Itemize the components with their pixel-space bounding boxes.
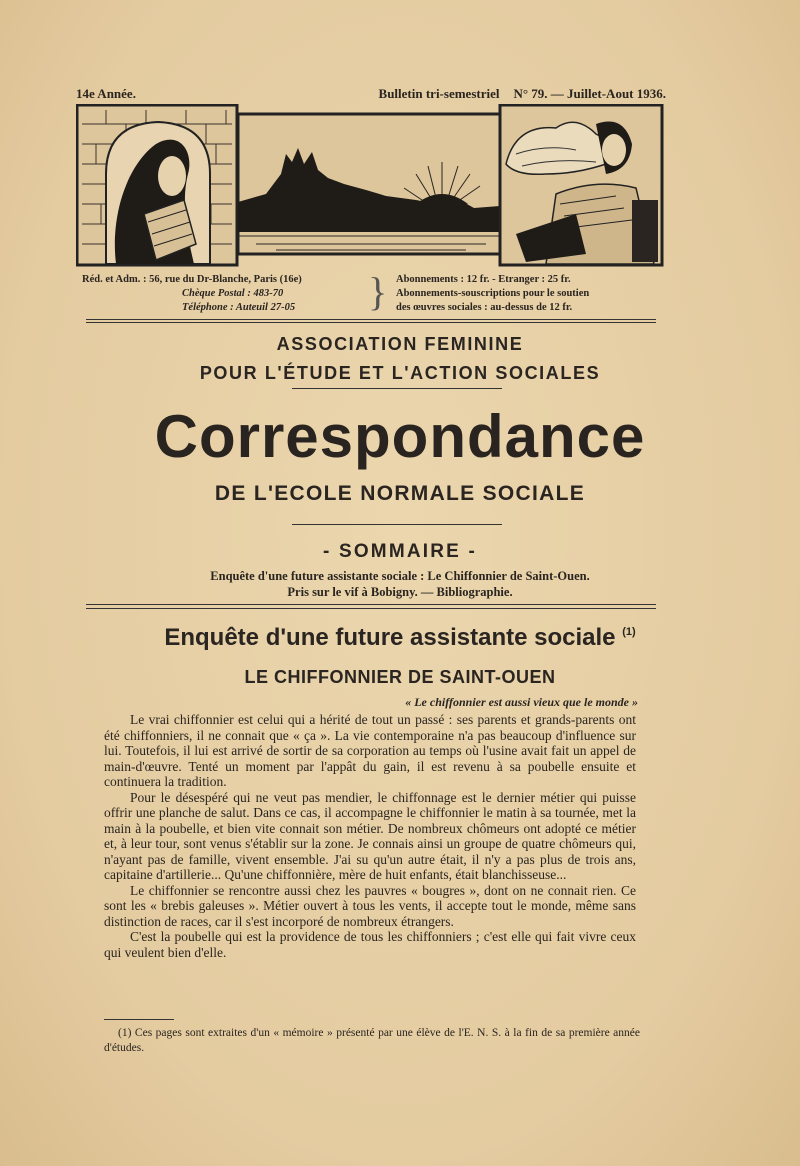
association-line-2: POUR L'ÉTUDE ET L'ACTION SOCIALES <box>199 363 601 383</box>
article-title-note: (1) <box>622 626 636 638</box>
year-label: 14e Année. <box>76 86 136 101</box>
subscription-block <box>396 273 666 315</box>
association-rule <box>292 388 502 389</box>
address-line: Réd. et Adm. : 56, rue du Dr-Blanche, Paris (16e) <box>82 274 302 285</box>
admin-block <box>82 273 372 315</box>
sommaire-rule <box>86 604 656 605</box>
article-subtitle: LE CHIFFONNIER DE SAINT-OUEN <box>244 667 556 687</box>
paragraph: Le chiffonnier se rencontre aussi chez les pauvres « bougres », dont on ne connait rien. Ce sont les « brebis galeuses ». Métier ouvert à tous les vents, il accepte tout le monde, même sans distinction de races, car il s'est incorporé de nombreux étrangers. <box>104 882 636 929</box>
issue-label: N° 79. — Juillet-Aout 1936. <box>513 86 666 101</box>
header-illustration <box>76 104 664 268</box>
brace-divider: } <box>368 269 388 314</box>
sommaire-contents <box>0 568 800 600</box>
article-title-text: Enquête d'une future assistante sociale <box>164 624 616 651</box>
support-line-2: des œuvres sociales : au-dessus de 12 fr. <box>396 302 573 313</box>
sommaire-line-2: Pris sur le vif à Bobigny. — Bibliographie. <box>287 585 513 599</box>
paragraph: Le vrai chiffonnier est celui qui a hérité de tout un passé : ses parents et grands-parents ont été chiffonniers, il ne connait que « ça ». La vie contemporaine n'a pas beaucoup d'influence sur lui. Toutefois, il lui est arrivé de sortir de sa corporation au temps où l'usine avait fait un appel de main-d'œuvre. Tenté un moment par l'appât du gain, il est revenu à sa poubelle ensuite et continuera la tradition. <box>104 712 636 789</box>
paragraph: Pour le désespéré qui ne veut pas mendier, le chiffonnage est le dernier métier qui puisse offrir une planche de salut. Dans ce cas, il accompagne le chiffonnier le matin à sa tournée, met la main à la poubelle, et bien vite connait son métier. De nombreux chômeurs ont adopté ce métier et, à leur tour, sont venus s'établir sur la zone. Je connais ainsi un groupe de quatre chômeurs qui, n'ayant pas de famille, vivent ensemble. J'ai su qu'un autre était, il n'y a pas plus de trois ans, capitaine d'artillerie... Qu'une chiffonnière, mère de huit enfants, était blanchisseuse... <box>104 789 636 882</box>
masthead-subtitle: DE L'ECOLE NORMALE SOCIALE <box>214 482 586 505</box>
association-name <box>0 330 800 388</box>
article-epigraph: « Le chiffonnier est aussi vieux que le monde » <box>405 695 638 709</box>
article-body <box>104 712 636 960</box>
skyline-band <box>238 114 500 254</box>
association-line-1: ASSOCIATION FEMININE <box>276 334 524 354</box>
sommaire-title: - SOMMAIRE - <box>322 541 478 562</box>
footnote-rule <box>104 1019 174 1020</box>
sommaire-rule-thin <box>86 608 656 609</box>
postal-line: Chèque Postal : 483-70 <box>182 288 284 299</box>
masthead-title: Correspondance <box>154 403 646 470</box>
bulletin-label: Bulletin tri-semestriel <box>378 86 500 101</box>
support-line-1: Abonnements-souscriptions pour le soutien <box>396 288 590 299</box>
masthead-rule <box>292 524 502 525</box>
footnote: (1) Ces pages sont extraites d'un « mémoire » présenté par une élève de l'E. N. S. à la fin de sa première année d'études. <box>104 1027 640 1054</box>
header-rule <box>86 319 656 320</box>
article-title <box>0 624 800 652</box>
header-line <box>76 86 666 102</box>
phone-line: Téléphone : Auteuil 27-05 <box>182 302 296 313</box>
sommaire-line-1: Enquête d'une future assistante sociale : Le Chiffonnier de Saint-Ouen. <box>210 569 590 583</box>
knight-panel <box>500 105 662 265</box>
paragraph: C'est la poubelle qui est la providence de tous les chiffonniers ; c'est elle qui fait vivre ceux qui veulent bien d'elle. <box>104 929 636 960</box>
header-rule-thin <box>86 322 656 323</box>
subscription-line: Abonnements : 12 fr. - Etranger : 25 fr. <box>396 274 571 285</box>
reading-woman-panel <box>77 105 237 265</box>
